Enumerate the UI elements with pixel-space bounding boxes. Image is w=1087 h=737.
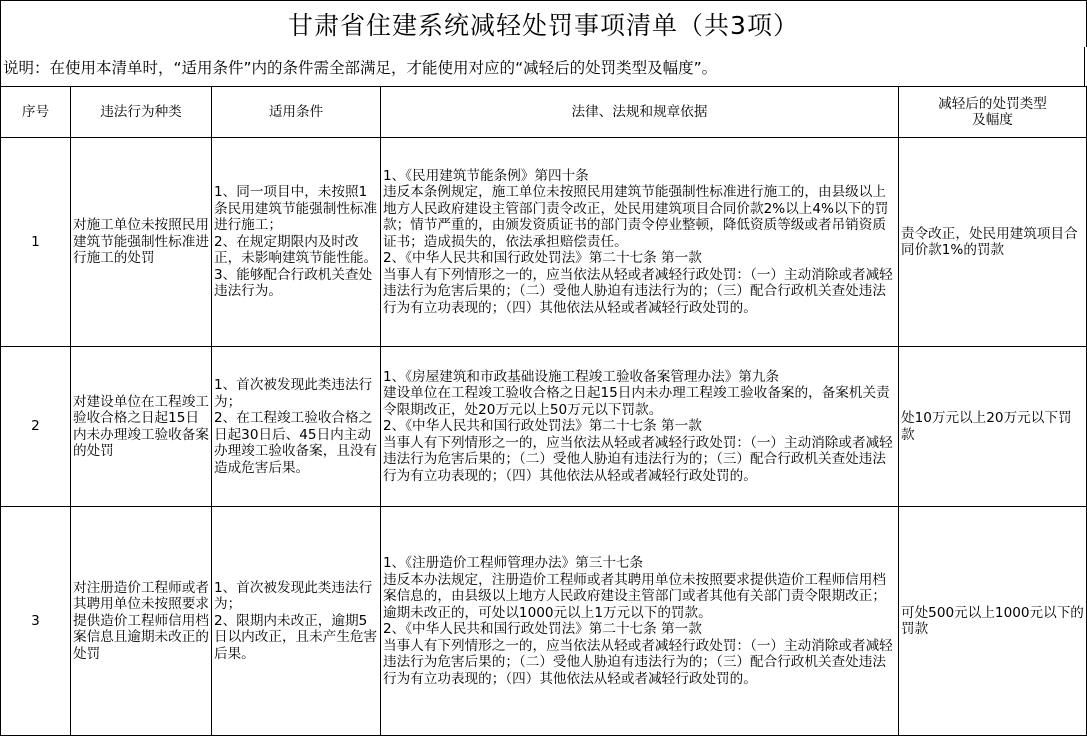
header-no[interactable]: 序号 (1, 87, 71, 138)
condition-item: 2、在工程竣工验收合格之日起30日后、45日内主动办理竣工验收备案，且没有造成危害后果。 (214, 410, 378, 476)
condition-item: 1、同一项目中，未按照1条民用建筑节能强制性标准进行施工； (214, 184, 378, 234)
law-heading: 2、《中华人民共和国行政处罚法》第二十七条 第一款 (383, 418, 702, 435)
law-heading: 2、《中华人民共和国行政处罚法》第二十七条 第一款 (383, 621, 702, 637)
law-text: 当事人有下列情形之一的，应当依法从轻或者减轻行政处罚：（一）主动消除或者减轻违法行为危害后果的；（二）受他人胁迫有违法行为的；（三）配合行政机关查处违法行为有立功表现的；（四）其他依法从轻或者减轻行政处罚的。 (383, 434, 893, 484)
condition-item: 2、在规定期限内及时改正，未影响建筑节能性能。 (214, 233, 378, 267)
cell-no[interactable]: 2 (1, 347, 71, 507)
cell-violation[interactable]: 对建设单位在工程竣工验收合格之日起15日内未办理竣工验收备案的处罚 (71, 347, 212, 507)
cell-violation[interactable]: 对注册造价工程师或者其聘用单位未按照要求提供造价工程师信用档案信息且逾期未改正的处罚 (71, 507, 212, 736)
cell-condition[interactable] (212, 507, 381, 736)
header-violation[interactable]: 违法行为种类 (71, 87, 212, 138)
law-heading: 1、《民用建筑节能条例》第四十条 (383, 167, 589, 184)
condition-item: 2、限期内未改正，逾期5日以内改正，且未产生危害后果。 (214, 612, 378, 662)
header-penalty-line1: 减轻后的处罚类型 (938, 95, 1047, 112)
law-text: 违反本办法规定，注册造价工程师或者其聘用单位未按照要求提供造价工程师信用档案信息的，由县级以上地方人民政府建设主管部门或者其他有关部门责令限期改正；逾期未改正的，可处以1000元以上1万元以下的罚款。 (383, 571, 886, 621)
law-text: 当事人有下列情形之一的，应当依法从轻或者减轻行政处罚：（一）主动消除或者减轻违法行为危害后果的；（二）受他人胁迫有违法行为的；（三）配合行政机关查处违法行为有立功表现的；（四）其他依法从轻或者减轻行政处罚的。 (383, 266, 893, 316)
table-row (1, 138, 1087, 347)
condition-item: 1、首次被发现此类违法行为； (214, 377, 373, 410)
sheet-title: 甘肃省住建系统减轻处罚事项清单（共3项） (0, 0, 1087, 47)
cell-condition[interactable] (212, 347, 381, 507)
condition-item: 1、首次被发现此类违法行为； (214, 579, 373, 613)
header-penalty[interactable] (899, 87, 1087, 138)
law-heading: 1、《房屋建筑和市政基础设施工程竣工验收备案管理办法》第九条 (383, 368, 780, 385)
law-text: 当事人有下列情形之一的，应当依法从轻或者减轻行政处罚：（一）主动消除或者减轻违法行为危害后果的；（二）受他人胁迫有违法行为的；（三）配合行政机关查处违法行为有立功表现的；（四）其他依法从轻或者减轻行政处罚的。 (383, 637, 893, 687)
law-text: 建设单位在工程竣工验收合格之日起15日内未办理工程竣工验收备案的，备案机关责令限期改正，处20万元以上50万元以下罚款。 (383, 385, 890, 418)
table-row (1, 507, 1087, 736)
cell-law[interactable] (381, 507, 899, 736)
condition-item: 3、能够配合行政机关查处违法行为。 (214, 266, 373, 300)
table-row (1, 347, 1087, 507)
law-heading: 1、《注册造价工程师管理办法》第三十七条 (383, 555, 644, 571)
usage-note: 说明：在使用本清单时，“适用条件”内的条件需全部满足，才能使用对应的“减轻后的处罚类型及幅度”。 (0, 47, 1085, 86)
header-row (1, 87, 1087, 138)
cell-penalty[interactable]: 责令改正，处民用建筑项目合同价款1%的罚款 (899, 138, 1087, 347)
cell-no[interactable]: 3 (1, 507, 71, 736)
cell-violation[interactable]: 对施工单位未按照民用建筑节能强制性标准进行施工的处罚 (71, 138, 212, 347)
law-heading: 2、《中华人民共和国行政处罚法》第二十七条 第一款 (383, 250, 702, 267)
cell-condition[interactable] (212, 138, 381, 347)
cell-no[interactable]: 1 (1, 138, 71, 347)
cell-penalty[interactable]: 处10万元以上20万元以下罚款 (899, 347, 1087, 507)
cell-law[interactable] (381, 138, 899, 347)
penalty-table (0, 86, 1087, 736)
header-penalty-line2: 及幅度 (972, 112, 1013, 128)
header-condition[interactable]: 适用条件 (212, 87, 381, 138)
cell-penalty[interactable]: 可处500元以上1000元以下的罚款 (899, 507, 1087, 736)
cell-law[interactable] (381, 347, 899, 507)
law-text: 违反本条例规定，施工单位未按照民用建筑节能强制性标准进行施工的，由县级以上地方人民政府建设主管部门责令改正，处民用建筑项目合同价款2%以上4%以下的罚款；情节严重的，由颁发资质证书的部门责令停业整顿，降低资质等级或者吊销资质证书；造成损失的，依法承担赔偿责任。 (383, 184, 889, 250)
header-law[interactable]: 法律、法规和规章依据 (381, 87, 899, 138)
